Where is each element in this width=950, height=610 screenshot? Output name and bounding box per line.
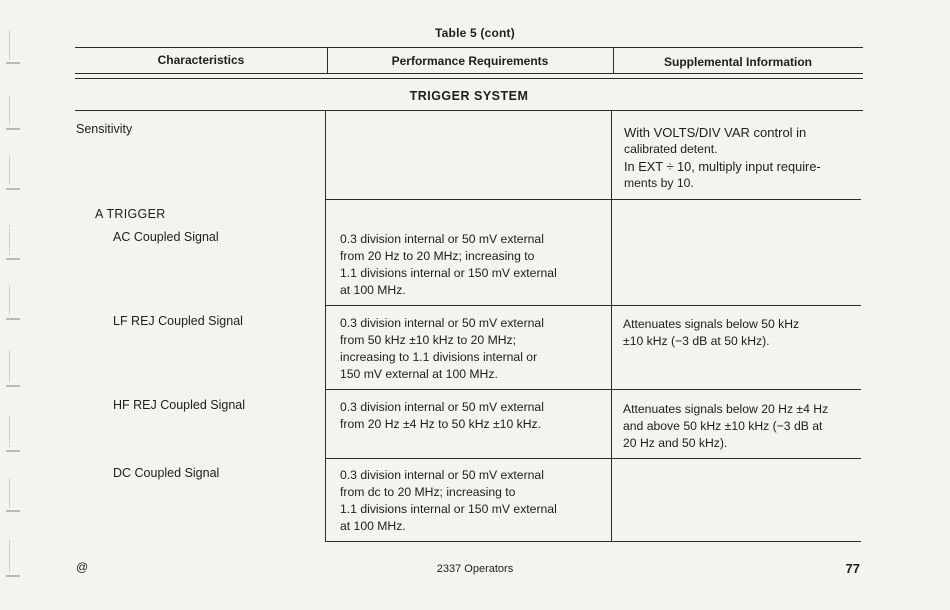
text-line: from dc to 20 MHz; increasing to xyxy=(340,485,516,499)
page-number: 77 xyxy=(845,561,860,576)
text-line: calibrated detent. xyxy=(624,142,718,156)
binder-mark xyxy=(6,188,20,190)
binder-mark xyxy=(6,62,20,64)
text-line: from 20 Hz to 20 MHz; increasing to xyxy=(340,249,535,263)
performance-dc-coupled xyxy=(340,467,608,535)
text-line: 1.1 divisions internal or 150 mV external xyxy=(340,266,557,280)
binder-mark xyxy=(6,450,20,452)
column-header-performance: Performance Requirements xyxy=(391,54,549,68)
row-label-hf-rej: HF REJ Coupled Signal xyxy=(113,398,246,412)
text-line: Attenuates signals below 50 kHz xyxy=(623,317,800,331)
text-line: and above 50 kHz ±10 kHz (−3 dB at xyxy=(623,419,823,433)
column-header-supplemental: Supplemental Information xyxy=(663,55,812,69)
text-line: With VOLTS/DIV VAR control in xyxy=(624,125,807,140)
binder-mark xyxy=(6,510,20,512)
performance-lf-rej xyxy=(340,315,608,383)
binder-edge xyxy=(9,285,10,315)
text-line: from 50 kHz ±10 kHz to 20 MHz; xyxy=(340,333,517,347)
section-title: TRIGGER SYSTEM xyxy=(409,89,529,103)
text-line: 0.3 division internal or 50 mV external xyxy=(340,468,544,482)
text-line: increasing to 1.1 divisions internal or xyxy=(340,350,538,364)
performance-ac-coupled xyxy=(340,231,608,299)
text-line: In EXT ÷ 10, multiply input require- xyxy=(624,159,821,174)
text-line: 1.1 divisions internal or 150 mV external xyxy=(340,502,557,516)
footer-mark: @ xyxy=(76,560,89,574)
column-divider xyxy=(325,110,326,542)
row-label-dc-coupled: DC Coupled Signal xyxy=(113,466,220,480)
text-line: 20 Hz and 50 kHz). xyxy=(623,436,728,450)
text-line: 150 mV external at 100 MHz. xyxy=(340,367,498,381)
binder-mark xyxy=(6,128,20,130)
row-rule xyxy=(325,389,861,390)
binder-edge xyxy=(9,95,10,125)
text-line: 0.3 division internal or 50 mV external xyxy=(340,316,544,330)
text-line: at 100 MHz. xyxy=(340,519,406,533)
header-bottom-rule xyxy=(75,73,863,74)
supplemental-hf-rej xyxy=(623,401,861,452)
supplemental-sensitivity xyxy=(624,124,860,192)
row-label-sensitivity: Sensitivity xyxy=(76,122,133,136)
binder-edge xyxy=(9,155,10,185)
text-line: ±10 kHz (−3 dB at 50 kHz). xyxy=(623,334,770,348)
column-divider xyxy=(611,110,612,542)
text-line: 0.3 division internal or 50 mV external xyxy=(340,400,544,414)
binder-edge xyxy=(9,225,10,255)
binder-edge xyxy=(9,415,10,447)
section-rule xyxy=(75,110,863,111)
row-rule xyxy=(325,541,861,542)
row-label-lf-rej: LF REJ Coupled Signal xyxy=(113,314,243,328)
text-line: Attenuates signals below 20 Hz ±4 Hz xyxy=(623,402,829,416)
text-line: at 100 MHz. xyxy=(340,283,406,297)
footer-title: 2337 Operators xyxy=(436,563,514,575)
supplemental-lf-rej xyxy=(623,316,859,350)
header-double-rule xyxy=(75,78,863,79)
row-rule xyxy=(325,305,861,306)
text-line: ments by 10. xyxy=(624,176,694,190)
binder-edge xyxy=(9,350,10,382)
column-header-characteristics: Characteristics xyxy=(157,53,245,67)
binder-mark xyxy=(6,385,20,387)
binder-mark xyxy=(6,258,20,260)
text-line: from 20 Hz ±4 Hz to 50 kHz ±10 kHz. xyxy=(340,417,541,431)
binder-edge xyxy=(9,478,10,508)
row-label-a-trigger: A TRIGGER xyxy=(95,207,166,221)
row-label-ac-coupled: AC Coupled Signal xyxy=(113,230,219,244)
table-title: Table 5 (cont) xyxy=(435,26,515,40)
header-top-rule xyxy=(75,47,863,48)
binder-mark xyxy=(6,318,20,320)
row-rule xyxy=(325,199,861,200)
binder-mark xyxy=(6,575,20,577)
row-rule xyxy=(325,458,861,459)
text-line: 0.3 division internal or 50 mV external xyxy=(340,232,544,246)
performance-hf-rej xyxy=(340,399,608,433)
